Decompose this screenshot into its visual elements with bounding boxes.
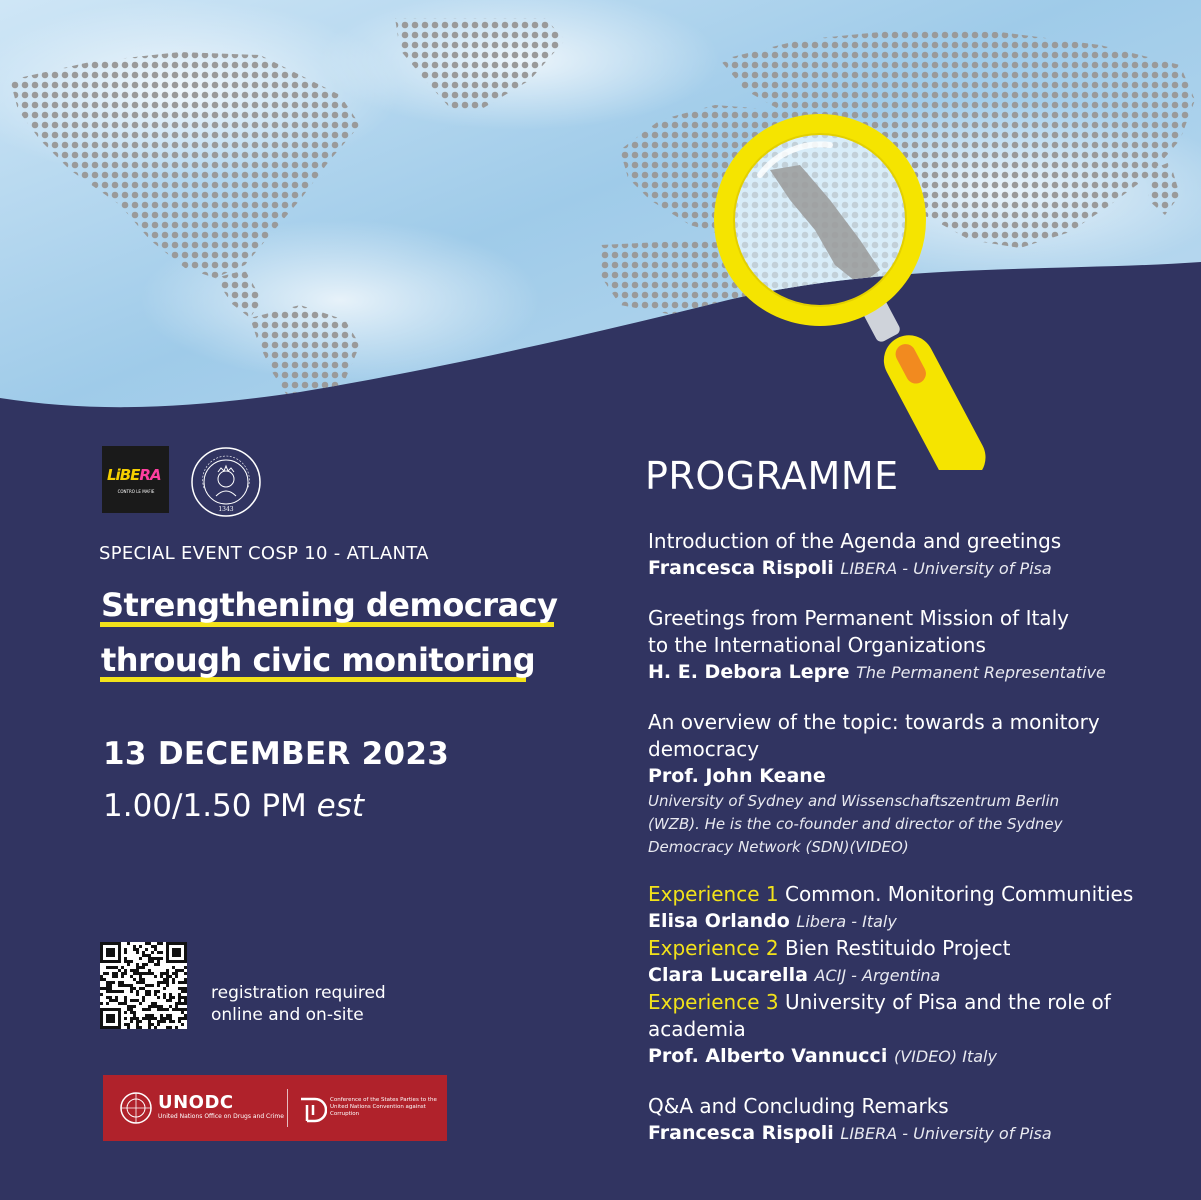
event-label: SPECIAL EVENT COSP 10 - ATLANTA: [99, 543, 429, 564]
seal-year: 1343: [218, 506, 234, 513]
unodc-name: UNODC: [158, 1092, 234, 1113]
programme-item-2-topic-line-2: to the International Organizations: [648, 633, 986, 657]
event-title-line-1: Strengthening democracy: [101, 586, 558, 624]
programme-item-2-speaker: H. E. Debora Lepre The Permanent Representative: [648, 661, 1106, 683]
closing-speaker: Francesca Rispoli LIBERA - University of Pisa: [648, 1122, 1052, 1144]
experience-1-speaker: Elisa Orlando Libera - Italy: [648, 910, 897, 932]
experience-1-role: Libera - Italy: [796, 912, 897, 931]
programme-item-3-speaker: Prof. John Keane: [648, 765, 826, 787]
partner-logos: [102, 446, 262, 518]
libera-logo-wordmark: LiBERA: [107, 466, 161, 484]
experience-3-topic-line-2: academia: [648, 1017, 746, 1041]
world-map-hero-illustration: [0, 0, 1201, 470]
registration-line-1: registration required: [211, 983, 386, 1003]
programme-item-1-speaker: Francesca Rispoli LIBERA - University of Pisa: [648, 557, 1052, 579]
programme-item-3-affiliation-line-3: Democracy Network (SDN)(VIDEO): [648, 838, 909, 856]
programme-item-1-role: LIBERA - University of Pisa: [840, 559, 1052, 578]
un-emblem-icon: [119, 1091, 153, 1125]
experience-3-label: Experience 3: [648, 990, 779, 1014]
programme-title: PROGRAMME: [645, 454, 899, 498]
cosp-logo-icon: [297, 1093, 327, 1123]
experience-2-role: ACIJ - Argentina: [814, 966, 941, 985]
closing-role: LIBERA - University of Pisa: [840, 1124, 1052, 1143]
experience-3-topic-line-1: Experience 3 University of Pisa and the role of: [648, 990, 1111, 1014]
experience-2-label: Experience 2: [648, 936, 779, 960]
event-time-value: 1.00/1.50 PM: [103, 788, 307, 824]
experience-3-speaker: Prof. Alberto Vannucci (VIDEO) Italy: [648, 1045, 997, 1067]
event-time-zone: est: [316, 788, 365, 824]
experience-2-topic: Experience 2 Bien Restituido Project: [648, 936, 1011, 960]
experience-2-speaker: Clara Lucarella ACIJ - Argentina: [648, 964, 941, 986]
programme-item-3-topic-line-1: An overview of the topic: towards a monitory: [648, 710, 1100, 734]
programme-item-2-topic-line-1: Greetings from Permanent Mission of Italy: [648, 606, 1069, 630]
registration-note: [211, 982, 386, 1026]
programme-item-3-affiliation-line-2: (WZB). He is the co-founder and director of the Sydney: [648, 815, 1063, 833]
unodc-subtitle: United Nations Office on Drugs and Crime: [158, 1113, 284, 1120]
libera-logo-tagline: CONTRO LE MAFIE: [117, 489, 155, 494]
programme-item-2-role: The Permanent Representative: [856, 663, 1106, 682]
experience-1-label: Experience 1: [648, 882, 779, 906]
libera-logo: [102, 446, 169, 513]
unodc-banner: [103, 1075, 447, 1141]
cosp-description: Conference of the States Parties to the United Nations Convention against Corruption: [330, 1097, 437, 1117]
experience-3-role: (VIDEO) Italy: [893, 1047, 997, 1066]
programme-item-3-topic-line-2: democracy: [648, 737, 760, 761]
event-title-line-2: through civic monitoring: [101, 641, 536, 679]
programme-item-1-topic: Introduction of the Agenda and greetings: [648, 529, 1062, 553]
registration-line-2: online and on-site: [211, 1005, 364, 1025]
registration-qr-code[interactable]: [100, 942, 187, 1029]
event-date: 13 DECEMBER 2023: [103, 736, 450, 772]
event-time: [103, 788, 364, 824]
closing-topic: Q&A and Concluding Remarks: [648, 1094, 949, 1118]
university-of-pisa-seal-icon: [190, 446, 262, 518]
experience-1-topic: Experience 1 Common. Monitoring Communities: [648, 882, 1134, 906]
unodc-divider: [287, 1089, 288, 1127]
programme-item-3-affiliation-line-1: University of Sydney and Wissenschaftszentrum Berlin: [648, 792, 1060, 810]
